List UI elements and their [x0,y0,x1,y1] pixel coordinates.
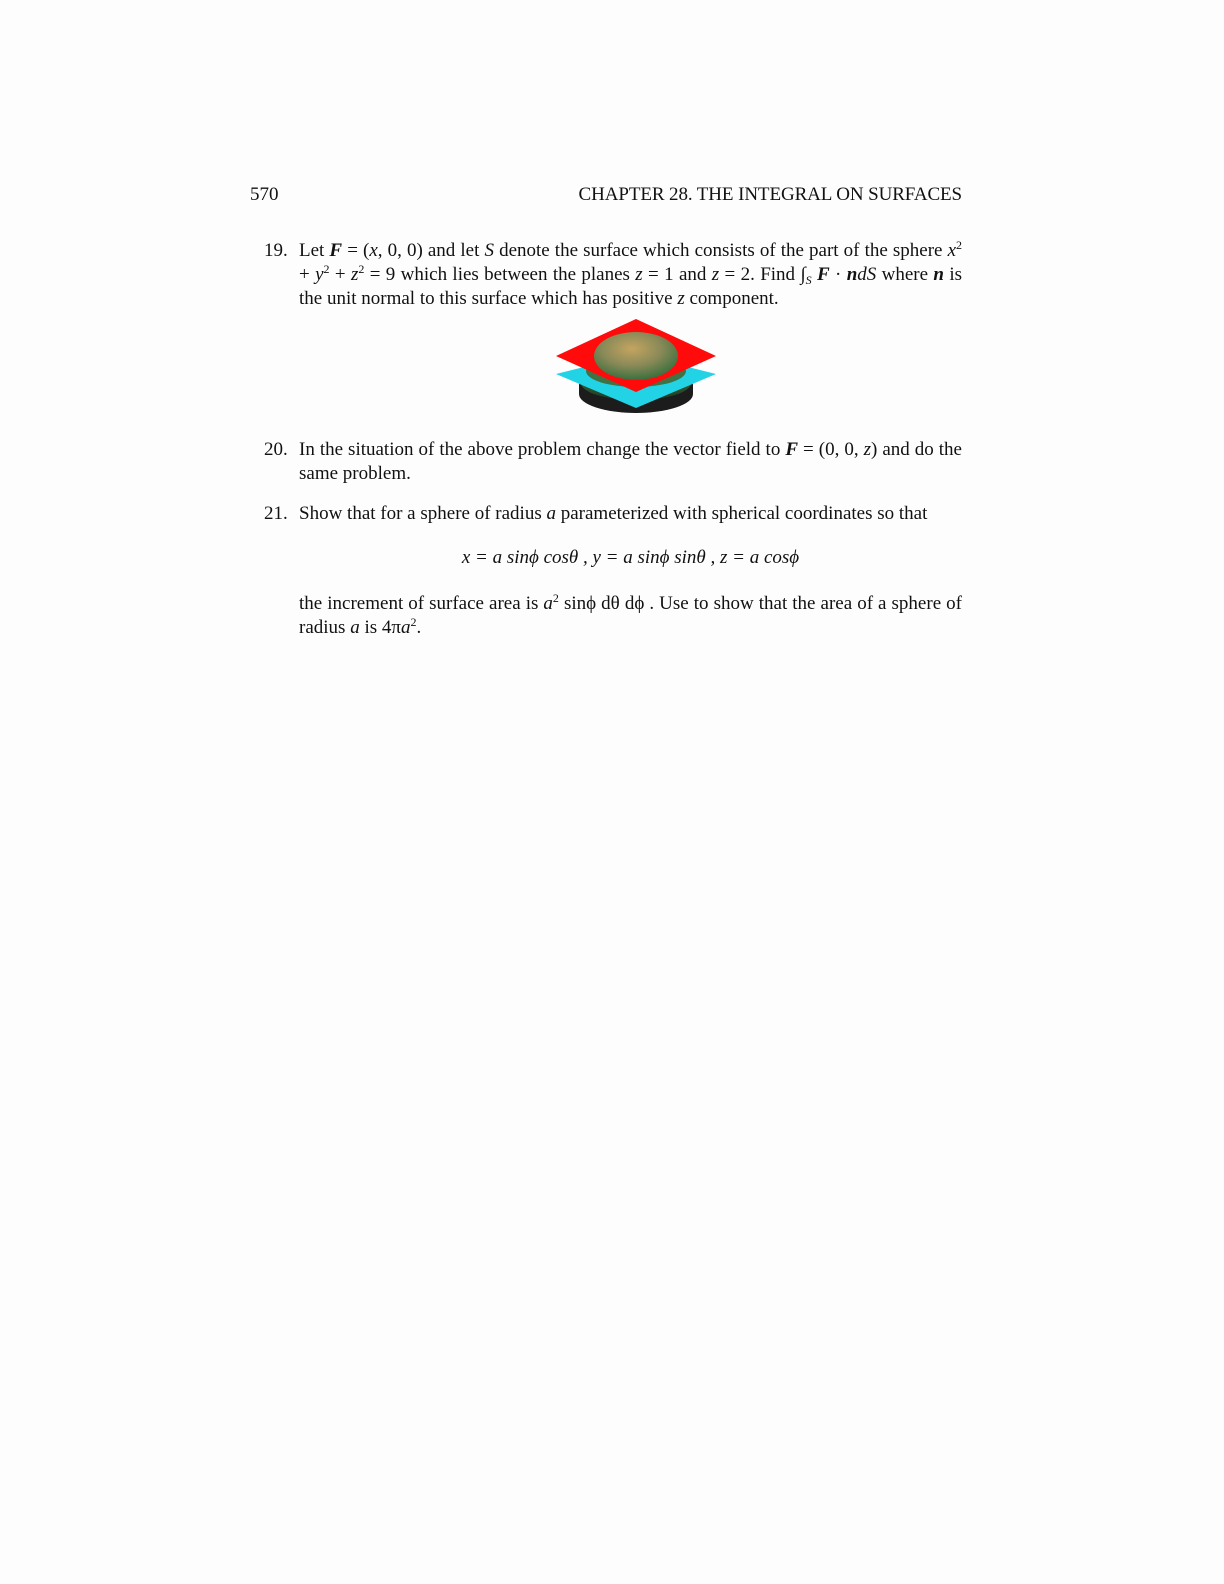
problem-number: 19. [264,240,288,261]
problem-21 [250,502,962,640]
page-number: 570 [250,184,279,205]
sphere-between-planes-figure [552,316,722,420]
problem-text: Show that for a sphere of radius a parameterized with spherical coordinates so that x = a sinϕ cosθ , y = a sinϕ sinθ , z = a cosϕ the increment of surface area is $a^2$ sinϕ dθ dϕ . Use to show that the area of a sphere of radius a is $4\pi a^2$. [299,503,962,638]
sphere-cap [594,332,678,380]
problem-number: 21. [264,503,288,524]
problem-text: Let F = (x, 0, 0) and let S denote the surface which consists of the part of the sphere $x^2 + y^2 + z^2 = 9$ which lies between the planes z = 1 and z = 2. Find $\int_S$ F · ndS where n is the unit normal to this surface which has positive z component. [299,238,963,309]
problem-20 [250,438,962,486]
problem-19 [250,239,962,311]
chapter-title: CHAPTER 28. THE INTEGRAL ON SURFACES [578,184,962,205]
problem-text: In the situation of the above problem change the vector field to F = (0, 0, z) and do the same problem. [299,439,962,484]
spherical-coordinates-equation: x = a sinϕ cosθ , y = a sinϕ sinθ , z = a cosϕ [461,547,800,568]
problem-number: 20. [264,439,288,460]
